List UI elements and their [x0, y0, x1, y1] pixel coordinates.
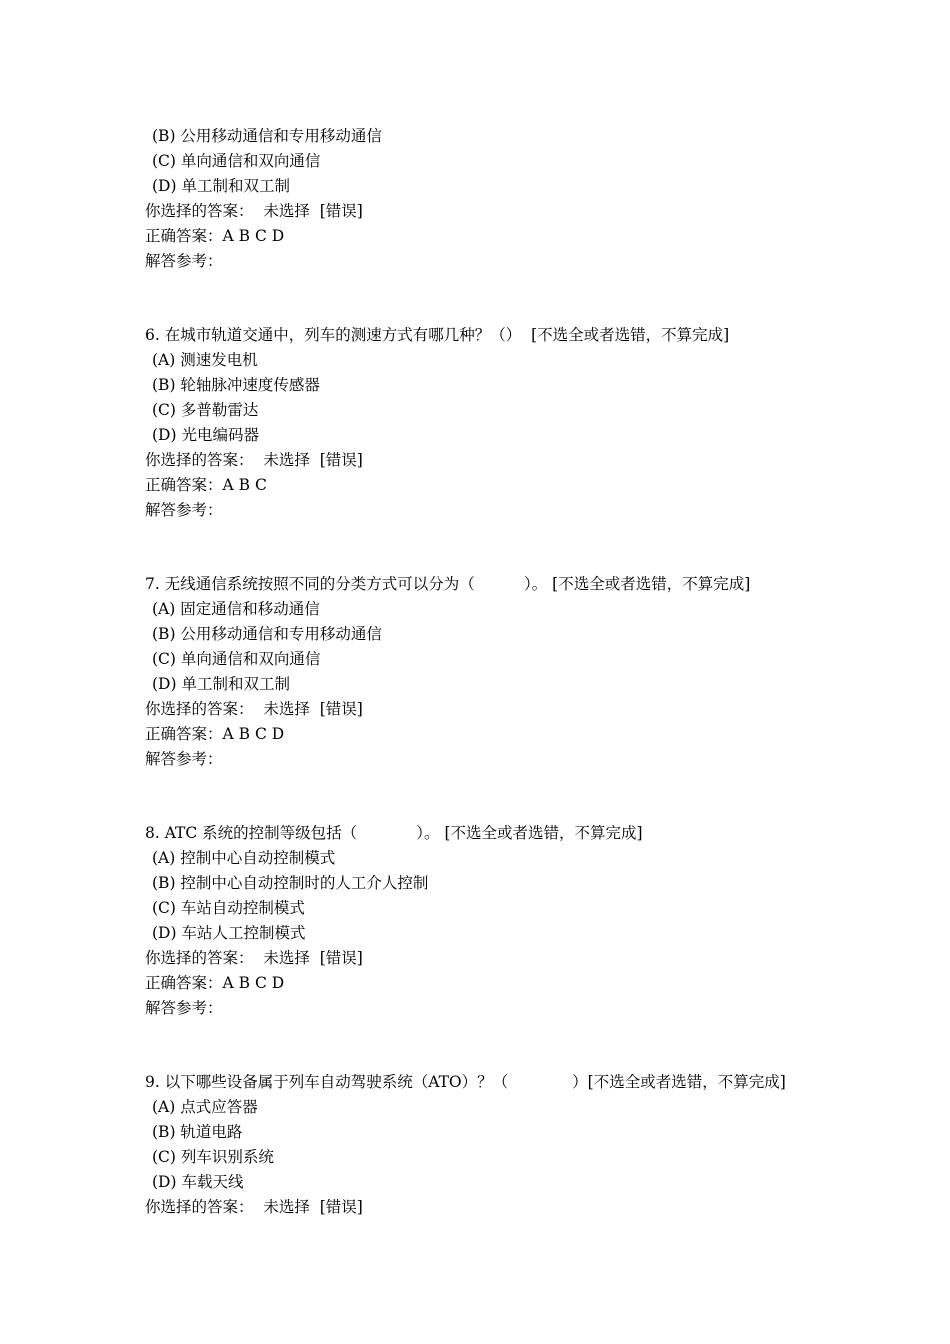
answer-reference: 解答参考： — [145, 501, 223, 519]
option-b: (B) 公用移动通信和专用移动通信 — [152, 625, 382, 643]
option-b: (B) 轮轴脉冲速度传感器 — [152, 376, 320, 394]
question-6-text: 6. 在城市轨道交通中，列车的测速方式有哪几种？（） [不选全或者选错，不算完成] — [145, 326, 730, 344]
answer-reference: 解答参考： — [145, 999, 223, 1017]
option-c: (C) 多普勒雷达 — [152, 401, 259, 419]
your-answer: 你选择的答案： 未选择 [错误] — [145, 949, 363, 967]
option-a: (A) 固定通信和移动通信 — [152, 600, 320, 618]
your-answer: 你选择的答案： 未选择 [错误] — [145, 700, 363, 718]
correct-answer: 正确答案：A B C — [145, 476, 267, 494]
option-c: (C) 列车识别系统 — [152, 1148, 274, 1166]
option-d: (D) 单工制和双工制 — [152, 675, 290, 693]
answer-reference: 解答参考： — [145, 252, 223, 270]
option-b: (B) 控制中心自动控制时的人工介人控制 — [152, 874, 429, 892]
option-d: (D) 单工制和双工制 — [152, 177, 290, 195]
option-b: (B) 轨道电路 — [152, 1123, 243, 1141]
option-d: (D) 车载天线 — [152, 1173, 244, 1191]
option-c: (C) 车站自动控制模式 — [152, 899, 305, 917]
correct-answer: 正确答案：A B C D — [145, 974, 285, 992]
your-answer: 你选择的答案： 未选择 [错误] — [145, 451, 363, 469]
option-a: (A) 控制中心自动控制模式 — [152, 849, 336, 867]
option-c: (C) 单向通信和双向通信 — [152, 152, 321, 170]
option-d: (D) 车站人工控制模式 — [152, 924, 306, 942]
option-c: (C) 单向通信和双向通信 — [152, 650, 321, 668]
question-8-text: 8. ATC 系统的控制等级包括（ ）。 [不选全或者选错，不算完成] — [145, 824, 643, 842]
option-d: (D) 光电编码器 — [152, 426, 259, 444]
question-7-text: 7. 无线通信系统按照不同的分类方式可以分为（ ）。 [不选全或者选错，不算完成] — [145, 575, 751, 593]
option-a: (A) 点式应答器 — [152, 1098, 258, 1116]
option-a: (A) 测速发电机 — [152, 351, 258, 369]
your-answer: 你选择的答案： 未选择 [错误] — [145, 1198, 363, 1216]
answer-reference: 解答参考： — [145, 750, 223, 768]
your-answer: 你选择的答案： 未选择 [错误] — [145, 202, 363, 220]
correct-answer: 正确答案：A B C D — [145, 227, 285, 245]
question-9-text: 9. 以下哪些设备属于列车自动驾驶系统（ATO）？（ ）[不选全或者选错，不算完成] — [145, 1073, 786, 1091]
option-b: (B) 公用移动通信和专用移动通信 — [152, 127, 382, 145]
correct-answer: 正确答案：A B C D — [145, 725, 285, 743]
